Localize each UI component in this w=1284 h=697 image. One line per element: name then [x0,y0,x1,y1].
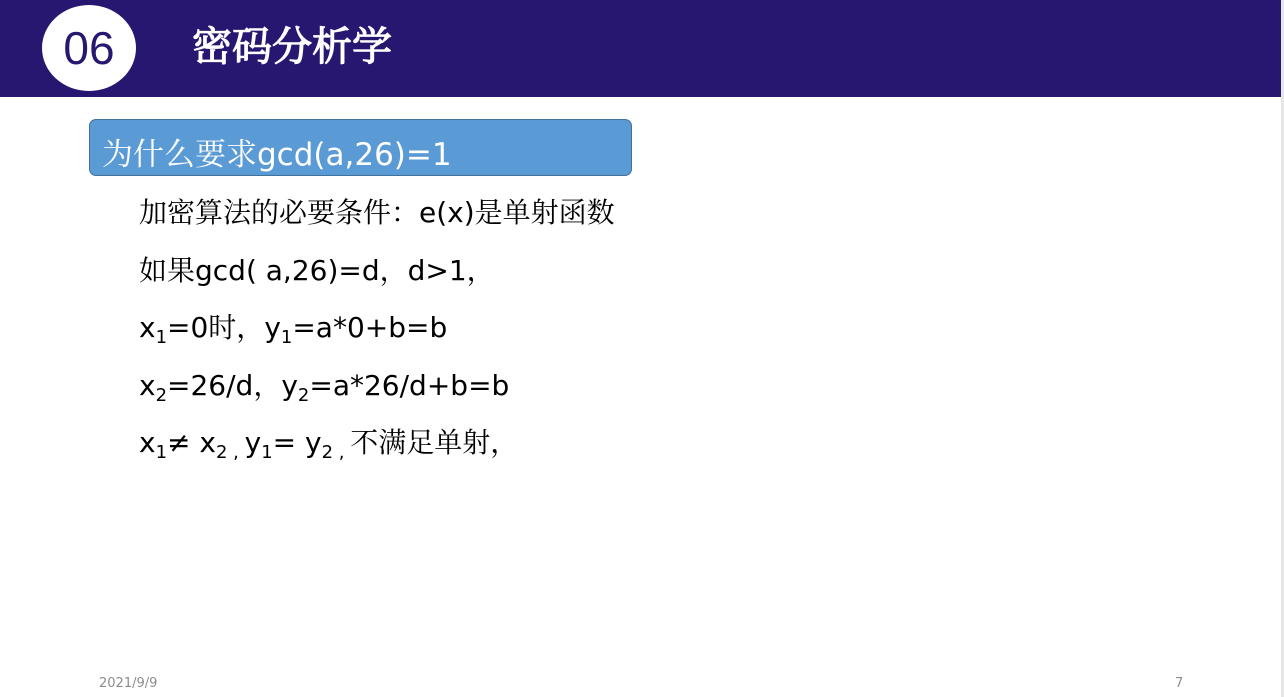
subscript: 2 [155,385,168,406]
subscript: 2 [297,385,310,406]
subscript: 1 [155,327,168,348]
var-x1: x [139,426,156,459]
var-x: x [139,311,156,344]
subscript: 1 [261,442,273,463]
body-line-2: 如果gcd( a,26)=d，d>1， [139,254,495,287]
body-line-4 [139,367,509,405]
var-y: y [264,311,281,344]
expr: =0时， [167,311,265,344]
section-number: 06 [63,22,115,74]
footer-date: 2021/9/9 [99,676,158,691]
subscript: 1 [280,327,293,348]
var-y1: y [244,426,262,459]
body-line-5 [139,424,518,462]
expr: =a*26/d+b=b [309,369,510,402]
var-y2: y [305,426,322,459]
topic-label: 为什么要求gcd(a,26)=1 [102,137,452,173]
slide-title: 密码分析学 [192,24,392,70]
var-y: y [281,369,298,402]
equal: = [272,426,306,459]
subscript: 2 , [215,442,245,463]
body-line-3 [139,309,447,347]
not-equal: ≠ [167,426,200,459]
body-line-1: 加密算法的必要条件：e(x)是单射函数 [139,196,615,229]
var-x2: x [199,426,216,459]
expr: =a*0+b=b [292,311,448,344]
page-number: 7 [1175,676,1184,691]
var-x: x [139,369,156,402]
section-number-badge [42,5,136,91]
expr: =26/d， [167,369,282,402]
subscript: 1 [155,442,168,463]
subscript: 2 , [321,442,351,463]
conclusion: 不满足单射， [350,426,519,459]
